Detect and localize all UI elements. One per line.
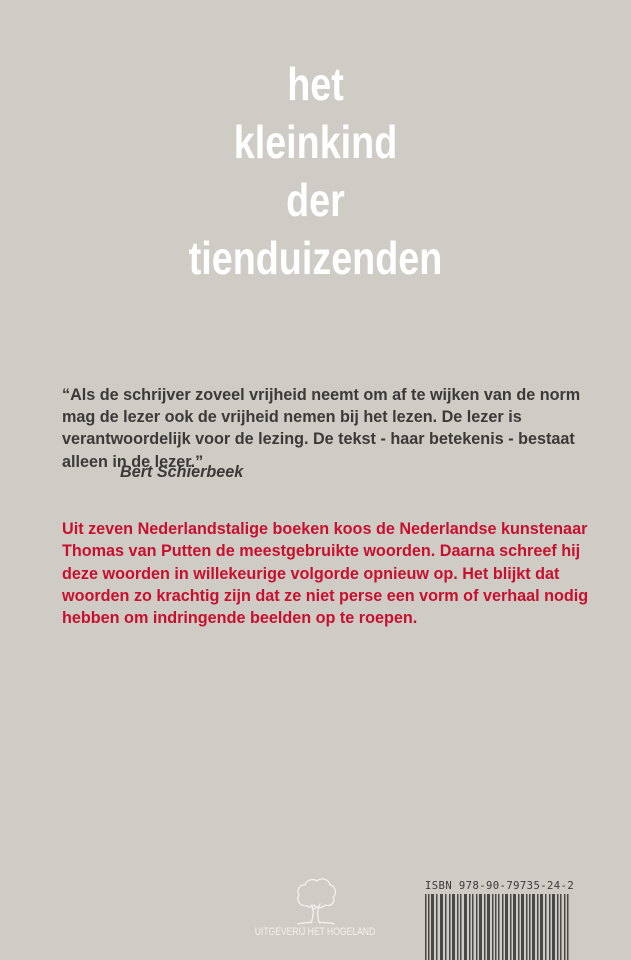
quote-block [62,384,582,473]
quote-author: Bert Schierbeek [120,463,244,481]
isbn-label: ISBN 978-90-79735-24-2 [425,880,575,892]
title-line-2: kleinkind [233,116,398,168]
isbn-barcode [425,880,575,960]
title-line-4: tienduizenden [188,232,443,284]
book-title [0,55,631,287]
publisher-logo [240,872,374,944]
barcode-icon [425,894,570,960]
quote-text: “Als de schrijver zoveel vrijheid neemt om af te wijken van de norm mag de lezer ook de vrijheid nemen bij het lezen. De lezer is verantwoordelijk voor de lezing. De tekst - haar betekenis - bestaat alleen in de lezer.” [62,386,581,471]
blurb-text: Uit zeven Nederlandstalige boeken koos de Nederlandse kunstenaar Thomas van Putten de meestgebruikte woorden. Daarna schreef hij deze woorden in willekeurige volgorde opnieuw op. Het blijkt dat woorden zo krachtig zijn dat ze niet perse een vorm of verhaal nodig hebben om indringende beelden op te roepen. [62,520,589,628]
publisher-name: UITGEVERIJ HET HOGELAND [254,926,376,938]
title-line-1: het [287,58,344,110]
title-line-3: der [286,174,345,226]
tree-icon [290,876,340,926]
